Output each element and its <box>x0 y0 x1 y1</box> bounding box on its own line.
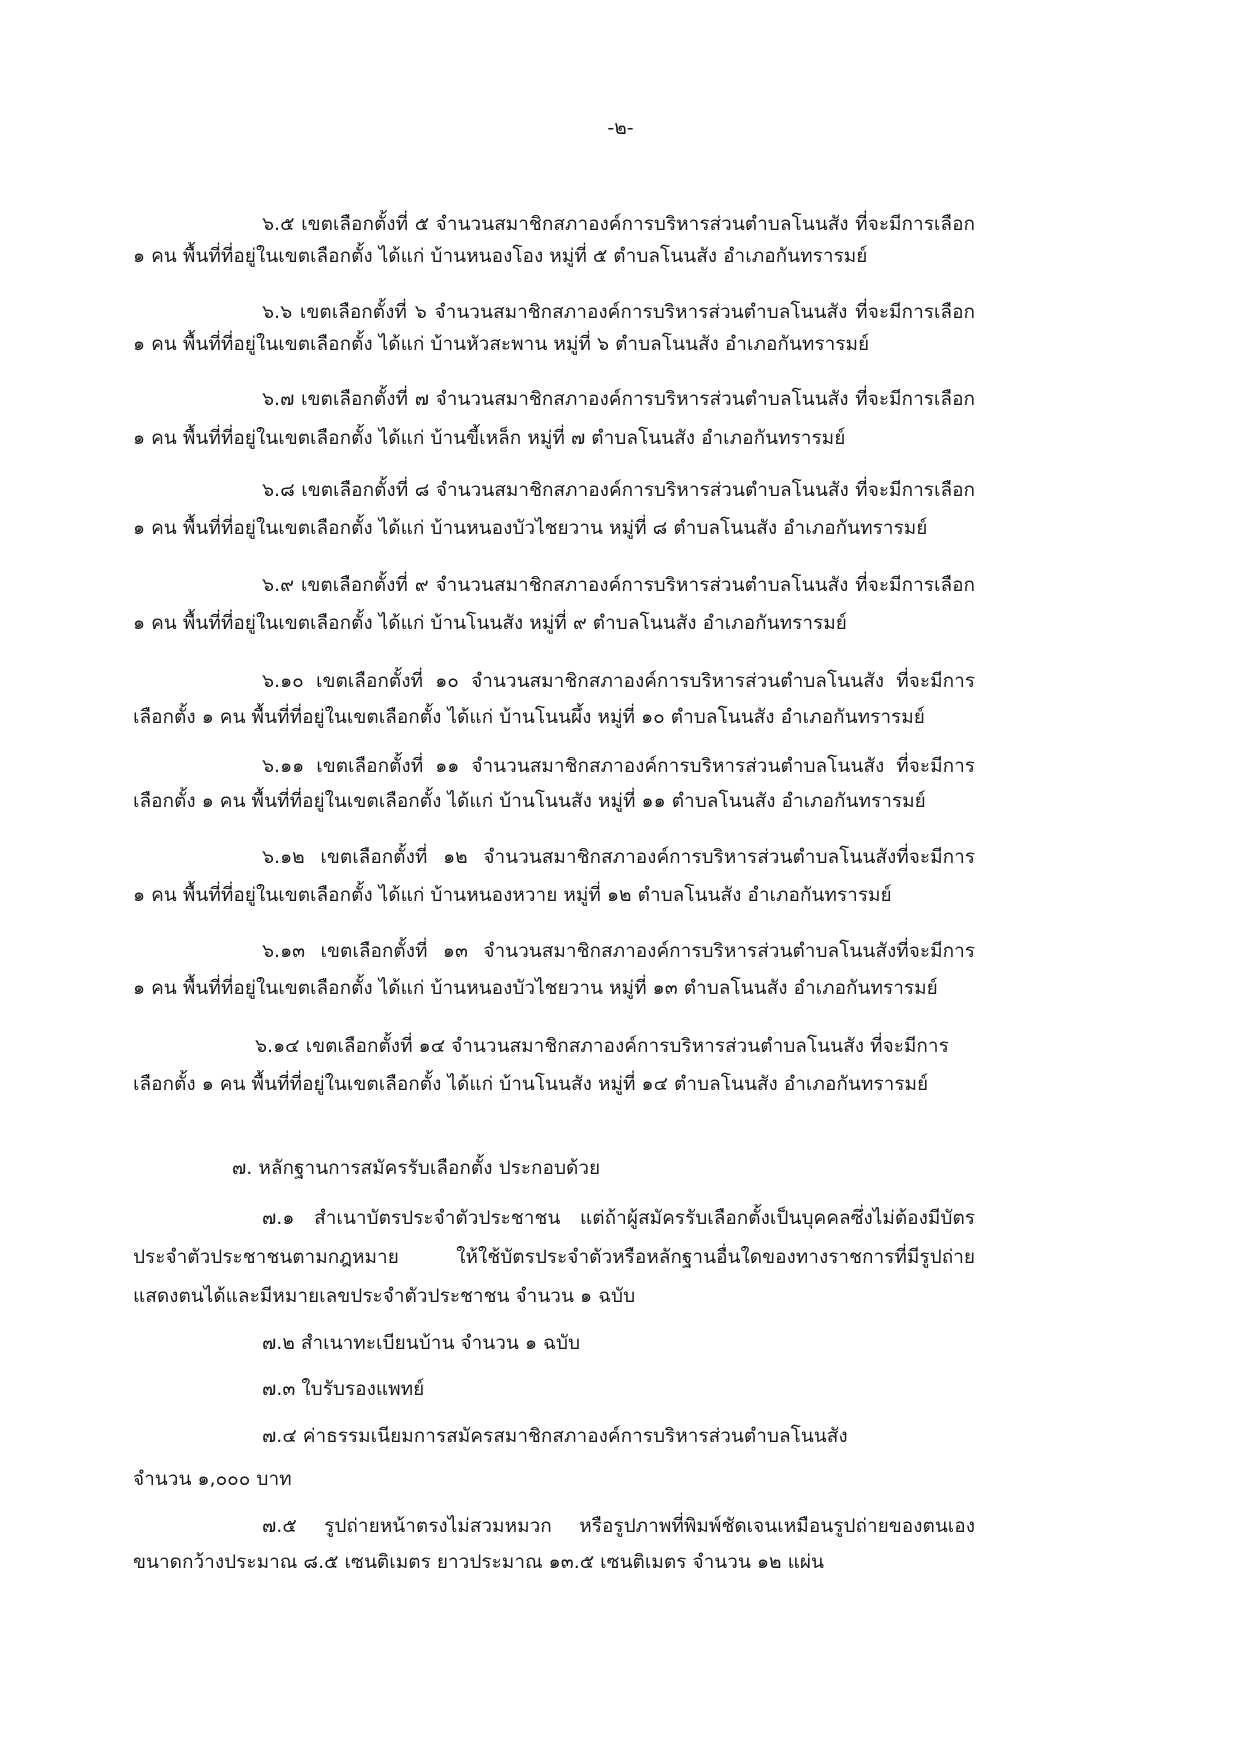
text-line: ๖.๕ เขตเลือกตั้งที่ ๕ จำนวนสมาชิกสภาองค์การบริหารส่วนตำบลโนนสัง ที่จะมีการเลือก <box>262 213 975 235</box>
text-line: ๗.๑ สำเนาบัตรประจำตัวประชาชน แต่ถ้าผู้สมัครรับเลือกตั้งเป็นบุคคลซึ่งไม่ต้องมีบัตร <box>262 1207 975 1229</box>
text-line: ๑ คน พื้นที่ที่อยู่ในเขตเลือกตั้ง ได้แก่ บ้านหนองหวาย หมู่ที่ ๑๒ ตำบลโนนสัง อำเภอกันทรารมย์ <box>133 884 892 906</box>
text-line: ประจำตัวประชาชนตามกฎหมาย ให้ใช้บัตรประจำตัวหรือหลักฐานอื่นใดของทางราชการที่มีรูปถ่าย <box>133 1246 975 1268</box>
text-line: ๑ คน พื้นที่ที่อยู่ในเขตเลือกตั้ง ได้แก่ บ้านหนองโอง หมู่ที่ ๕ ตำบลโนนสัง อำเภอกันทรารมย์ <box>133 245 868 267</box>
text-line: เลือกตั้ง ๑ คน พื้นที่ที่อยู่ในเขตเลือกตั้ง ได้แก่ บ้านโนนสัง หมู่ที่ ๑๑ ตำบลโนนสัง อำเภอกันทรารมย์ <box>133 790 926 812</box>
text-line: ๖.๙ เขตเลือกตั้งที่ ๙ จำนวนสมาชิกสภาองค์การบริหารส่วนตำบลโนนสัง ที่จะมีการเลือก <box>262 574 975 596</box>
text-line: ๗.๓ ใบรับรองแพทย์ <box>262 1378 425 1400</box>
text-line: ๑ คน พื้นที่ที่อยู่ในเขตเลือกตั้ง ได้แก่ บ้านโนนสัง หมู่ที่ ๙ ตำบลโนนสัง อำเภอกันทรารมย์ <box>133 612 847 634</box>
text-line: เลือกตั้ง ๑ คน พื้นที่ที่อยู่ในเขตเลือกตั้ง ได้แก่ บ้านโนนสัง หมู่ที่ ๑๔ ตำบลโนนสัง อำเภอกันทรารมย์ <box>133 1073 929 1095</box>
text-line: แสดงตนได้และมีหมายเลขประจำตัวประชาชน จำนวน ๑ ฉบับ <box>133 1285 636 1307</box>
text-line: ๗.๕ รูปถ่ายหน้าตรงไม่สวมหมวก หรือรูปภาพที่พิมพ์ชัดเจนเหมือนรูปถ่ายของตนเอง <box>262 1515 975 1537</box>
text-line: ๖.๑๑ เขตเลือกตั้งที่ ๑๑ จำนวนสมาชิกสภาองค์การบริหารส่วนตำบลโนนสัง ที่จะมีการ <box>262 755 975 777</box>
page-number: -๒- <box>607 117 634 139</box>
text-line: ๖.๑๐ เขตเลือกตั้งที่ ๑๐ จำนวนสมาชิกสภาองค์การบริหารส่วนตำบลโนนสัง ที่จะมีการ <box>262 670 975 692</box>
text-line: เลือกตั้ง ๑ คน พื้นที่ที่อยู่ในเขตเลือกตั้ง ได้แก่ บ้านโนนผึ้ง หมู่ที่ ๑๐ ตำบลโนนสัง อำเภอกันทรารมย์ <box>133 706 925 728</box>
text-line: ๖.๗ เขตเลือกตั้งที่ ๗ จำนวนสมาชิกสภาองค์การบริหารส่วนตำบลโนนสัง ที่จะมีการเลือก <box>262 388 975 410</box>
text-line: ๑ คน พื้นที่ที่อยู่ในเขตเลือกตั้ง ได้แก่ บ้านหนองบัวไชยวาน หมู่ที่ ๘ ตำบลโนนสัง อำเภอกันทรารมย์ <box>133 517 928 539</box>
text-line: ๑ คน พื้นที่ที่อยู่ในเขตเลือกตั้ง ได้แก่ บ้านหัวสะพาน หมู่ที่ ๖ ตำบลโนนสัง อำเภอกันทรารมย์ <box>133 333 870 355</box>
text-line: ขนาดกว้างประมาณ ๘.๕ เซนติเมตร ยาวประมาณ ๑๓.๕ เซนติเมตร จำนวน ๑๒ แผ่น <box>133 1551 824 1573</box>
text-line: ๑ คน พื้นที่ที่อยู่ในเขตเลือกตั้ง ได้แก่ บ้านขี้เหล็ก หมู่ที่ ๗ ตำบลโนนสัง อำเภอกันทรารมย์ <box>133 427 846 449</box>
text-line: ๖.๑๔ เขตเลือกตั้งที่ ๑๔ จำนวนสมาชิกสภาองค์การบริหารส่วนตำบลโนนสัง ที่จะมีการ <box>255 1035 949 1057</box>
text-line: ๖.๑๒ เขตเลือกตั้งที่ ๑๒ จำนวนสมาชิกสภาองค์การบริหารส่วนตำบลโนนสังที่จะมีการ <box>262 846 975 868</box>
text-line: ๗. หลักฐานการสมัครรับเลือกตั้ง ประกอบด้วย <box>232 1157 601 1179</box>
text-line: ๗.๔ ค่าธรรมเนียมการสมัครสมาชิกสภาองค์การบริหารส่วนตำบลโนนสัง <box>262 1425 848 1447</box>
text-line: จำนวน ๑,๐๐๐ บาท <box>133 1468 292 1490</box>
text-line: ๖.๑๓ เขตเลือกตั้งที่ ๑๓ จำนวนสมาชิกสภาองค์การบริหารส่วนตำบลโนนสังที่จะมีการ <box>262 940 975 962</box>
text-line: ๖.๘ เขตเลือกตั้งที่ ๘ จำนวนสมาชิกสภาองค์การบริหารส่วนตำบลโนนสัง ที่จะมีการเลือก <box>262 479 975 501</box>
text-line: ๖.๖ เขตเลือกตั้งที่ ๖ จำนวนสมาชิกสภาองค์การบริหารส่วนตำบลโนนสัง ที่จะมีการเลือก <box>262 301 975 323</box>
text-line: ๗.๒ สำเนาทะเบียนบ้าน จำนวน ๑ ฉบับ <box>262 1332 581 1354</box>
text-line: ๑ คน พื้นที่ที่อยู่ในเขตเลือกตั้ง ได้แก่ บ้านหนองบัวไชยวาน หมู่ที่ ๑๓ ตำบลโนนสัง อำเภอกันทรารมย์ <box>133 977 938 999</box>
